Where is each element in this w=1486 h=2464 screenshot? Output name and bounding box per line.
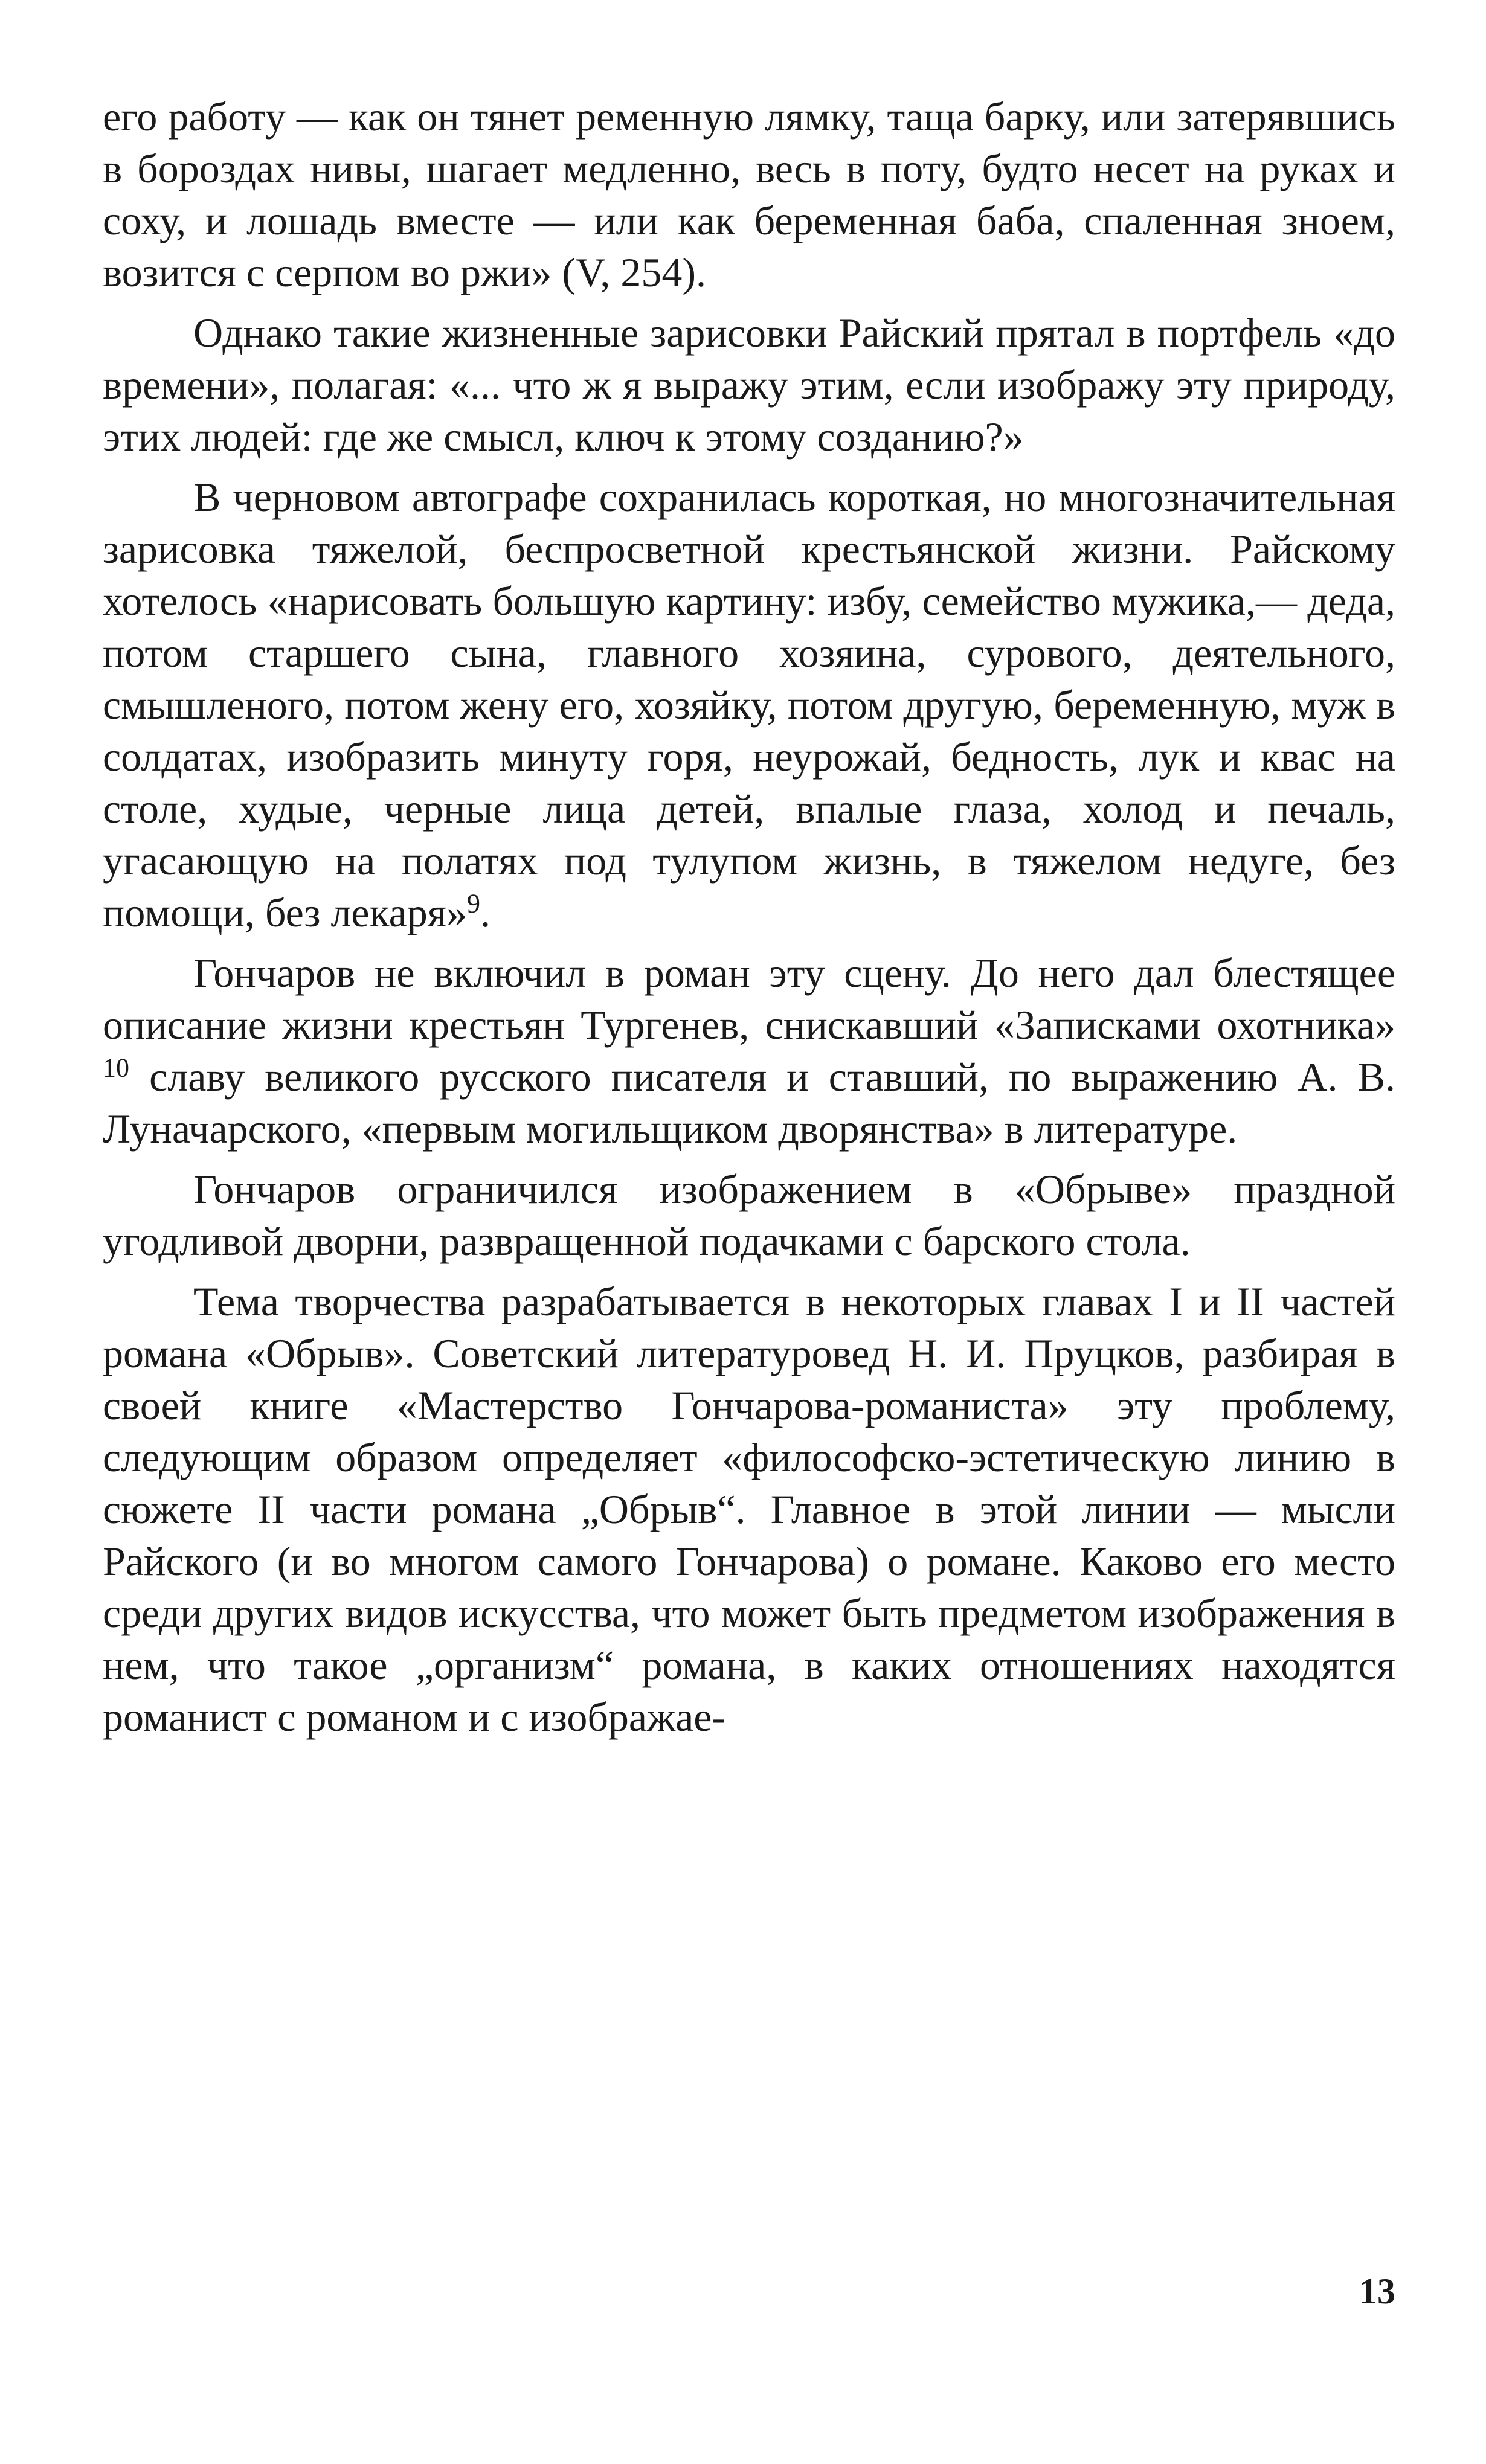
paragraph-5 [103, 1163, 1395, 1267]
page-number: 13 [1359, 2271, 1395, 2311]
paragraph-1-text: его работу — как он тянет ременную лямку, таща барку, или затерявшись в бороздах нивы, шагает медленно, весь в поту, будто несет на руках и соху, и лошадь вместе — или как беременная баба, спаленная зноем, возится с серпом во ржи» (V, 254). [103, 94, 1395, 295]
footnote-10-marker: 10 [103, 1053, 129, 1083]
body-text [103, 91, 1395, 1751]
footnote-9-marker: 9 [467, 888, 481, 919]
paragraph-6-text: Тема творчества разрабатывается в некоторых главах I и II частей романа «Обрыв». Советский литературовед Н. И. Пруцков, разбирая в своей книге «Мастерство Гончарова-романиста» эту проблему, следующим образом определяет «философско-эстетическую линию в сюжете II части романа „Обрыв“. Главное в этой линии — мысли Райского (и во многом самого Гончарова) о романе. Каково его место среди других видов искусства, что может быть предметом изображения в нем, что такое „организм“ романа, в каких отношениях находятся романист с романом и с изображае- [103, 1279, 1395, 1740]
paragraph-1 [103, 91, 1395, 298]
paragraph-2 [103, 307, 1395, 463]
paragraph-4 [103, 947, 1395, 1155]
paragraph-5-text: Гончаров ограничился изображением в «Обрыве» праздной угодливой дворни, развращенной подачками с барского стола. [103, 1166, 1395, 1264]
paragraph-3-text: В черновом автографе сохранилась короткая, но многозначительная зарисовка тяжелой, беспросветной крестьянской жизни. Райскому хотелось «нарисовать большую картину: избу, семейство мужика,— деда, потом старшего сына, главного хозяина, сурового, деятельного, смышленого, потом жену его, хозяйку, потом другую, беременную, муж в солдатах, изобразить минуту горя, неурожай, бедность, лук и квас на столе, худые, черные лица детей, впалые глаза, холод и печаль, угасающую на полатях под тулупом жизнь, в тяжелом недуге, без помощи, без лекаря» [103, 474, 1395, 935]
paragraph-4-text-after: славу великого русского писателя и ставший, по выражению А. В. Луначарского, «первым могильщиком дворянства» в литературе. [103, 1054, 1396, 1152]
paragraph-6 [103, 1275, 1395, 1743]
paragraph-3-tail: . [480, 890, 491, 935]
paragraph-2-text: Однако такие жизненные зарисовки Райский прятал в портфель «до времени», полагая: «... что ж я выражу этим, если изображу эту природу, этих людей: где же смысл, ключ к этому созданию?» [103, 310, 1395, 460]
paragraph-3 [103, 471, 1395, 938]
paragraph-4-text-before: Гончаров не включил в роман эту сцену. До него дал блестящее описание жизни крестьян Тургенев, снискавший «Записками охотника» [103, 950, 1395, 1048]
